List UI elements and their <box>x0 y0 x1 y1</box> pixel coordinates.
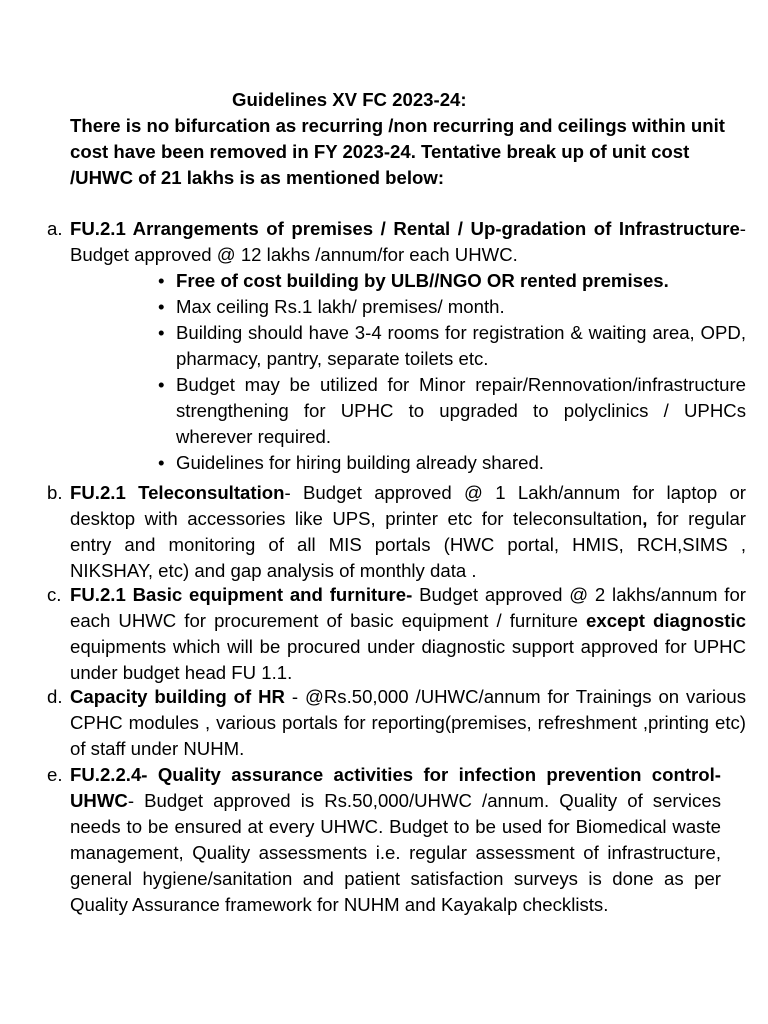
item-text <box>70 684 746 762</box>
item-marker: b. <box>47 482 63 503</box>
list-item-d <box>47 684 746 762</box>
bullet-text: Free of cost building by ULB//NGO OR rented premises. <box>176 270 669 291</box>
item-marker: c. <box>47 584 62 605</box>
bullet-icon: • <box>158 296 165 317</box>
item-marker: d. <box>47 686 63 707</box>
document-title: Guidelines XV FC 2023-24: <box>232 89 467 110</box>
item-heading: Capacity building of HR <box>70 686 285 707</box>
item-body: - Budget approved @ 12 lakhs /annum/for each UHWC. <box>70 218 746 265</box>
bullet-text: Max ceiling Rs.1 lakh/ premises/ month. <box>176 296 505 317</box>
item-body: - Budget approved @ 1 Lakh/annum for laptop or desktop with accessories like UPS, printer etc for teleconsultation <box>70 482 746 529</box>
bullet-icon: • <box>158 374 165 395</box>
item-text <box>70 762 721 918</box>
bullet-item <box>154 320 746 372</box>
bullet-icon: • <box>158 270 165 291</box>
item-heading: FU.2.2.4- Quality assurance activities for infection prevention control- UHWC <box>70 764 721 811</box>
list-item-b <box>47 480 746 584</box>
list-item-a <box>47 216 746 268</box>
list-item-e <box>47 762 721 918</box>
item-text <box>70 582 746 686</box>
item-body-cont: equipments which will be procured under diagnostic support approved for UPHC under budget head FU 1.1. <box>70 636 746 683</box>
bullet-icon: • <box>158 452 165 473</box>
bullet-text: Budget may be utilized for Minor repair/Rennovation/infrastructure strengthening for UPHC to upgraded to polyclinics / UPHCs wherever required. <box>176 374 746 447</box>
item-text <box>70 216 746 268</box>
item-heading: FU.2.1 Basic equipment and furniture- <box>70 584 413 605</box>
bullet-item <box>154 450 746 476</box>
item-text <box>70 480 746 584</box>
intro-paragraph: There is no bifurcation as recurring /non recurring and ceilings within unit cost have been removed in FY 2023-24. Tentative break up of unit cost /UHWC of 21 lakhs is as mentioned below: <box>70 115 725 188</box>
item-body-cont: for regular entry and monitoring of all MIS portals (HWC portal, HMIS, RCH,SIMS , NIKSHAY, etc) and gap analysis of monthly data . <box>70 508 746 581</box>
list-item-c <box>47 582 746 686</box>
item-emphasis: except diagnostic <box>586 610 746 631</box>
item-marker: e. <box>47 764 63 785</box>
bullet-icon: • <box>158 322 165 343</box>
bullet-item <box>154 372 746 450</box>
item-body: Budget approved @ 2 lakhs/annum for each UHWC for procurement of basic equipment / furniture <box>70 584 746 631</box>
item-heading: FU.2.1 Teleconsultation <box>70 482 285 503</box>
item-body: - Budget approved is Rs.50,000/UHWC /annum. Quality of services needs to be ensured at every UHWC. Budget to be used for Biomedical waste management, Quality assessments i.e. regular assessment of infrastructure, general hygiene/sanitation and patient satisfaction surveys is done as per Quality Assurance framework for NUHM and Kayakalp checklists. <box>70 790 721 915</box>
bullet-text: Building should have 3-4 rooms for registration & waiting area, OPD, pharmacy, pantry, separate toilets etc. <box>176 322 746 369</box>
item-marker: a. <box>47 218 63 239</box>
bullet-list <box>154 268 746 476</box>
item-heading: FU.2.1 Arrangements of premises / Rental / Up-gradation of Infrastructure <box>70 218 740 239</box>
bullet-item <box>154 268 746 294</box>
bullet-item <box>154 294 746 320</box>
bullet-text: Guidelines for hiring building already shared. <box>176 452 544 473</box>
item-bold-punct: , <box>642 508 648 529</box>
item-body: - @Rs.50,000 /UHWC/annum for Trainings on various CPHC modules , various portals for reporting(premises, refreshment ,printing etc) of staff under NUHM. <box>70 686 746 759</box>
